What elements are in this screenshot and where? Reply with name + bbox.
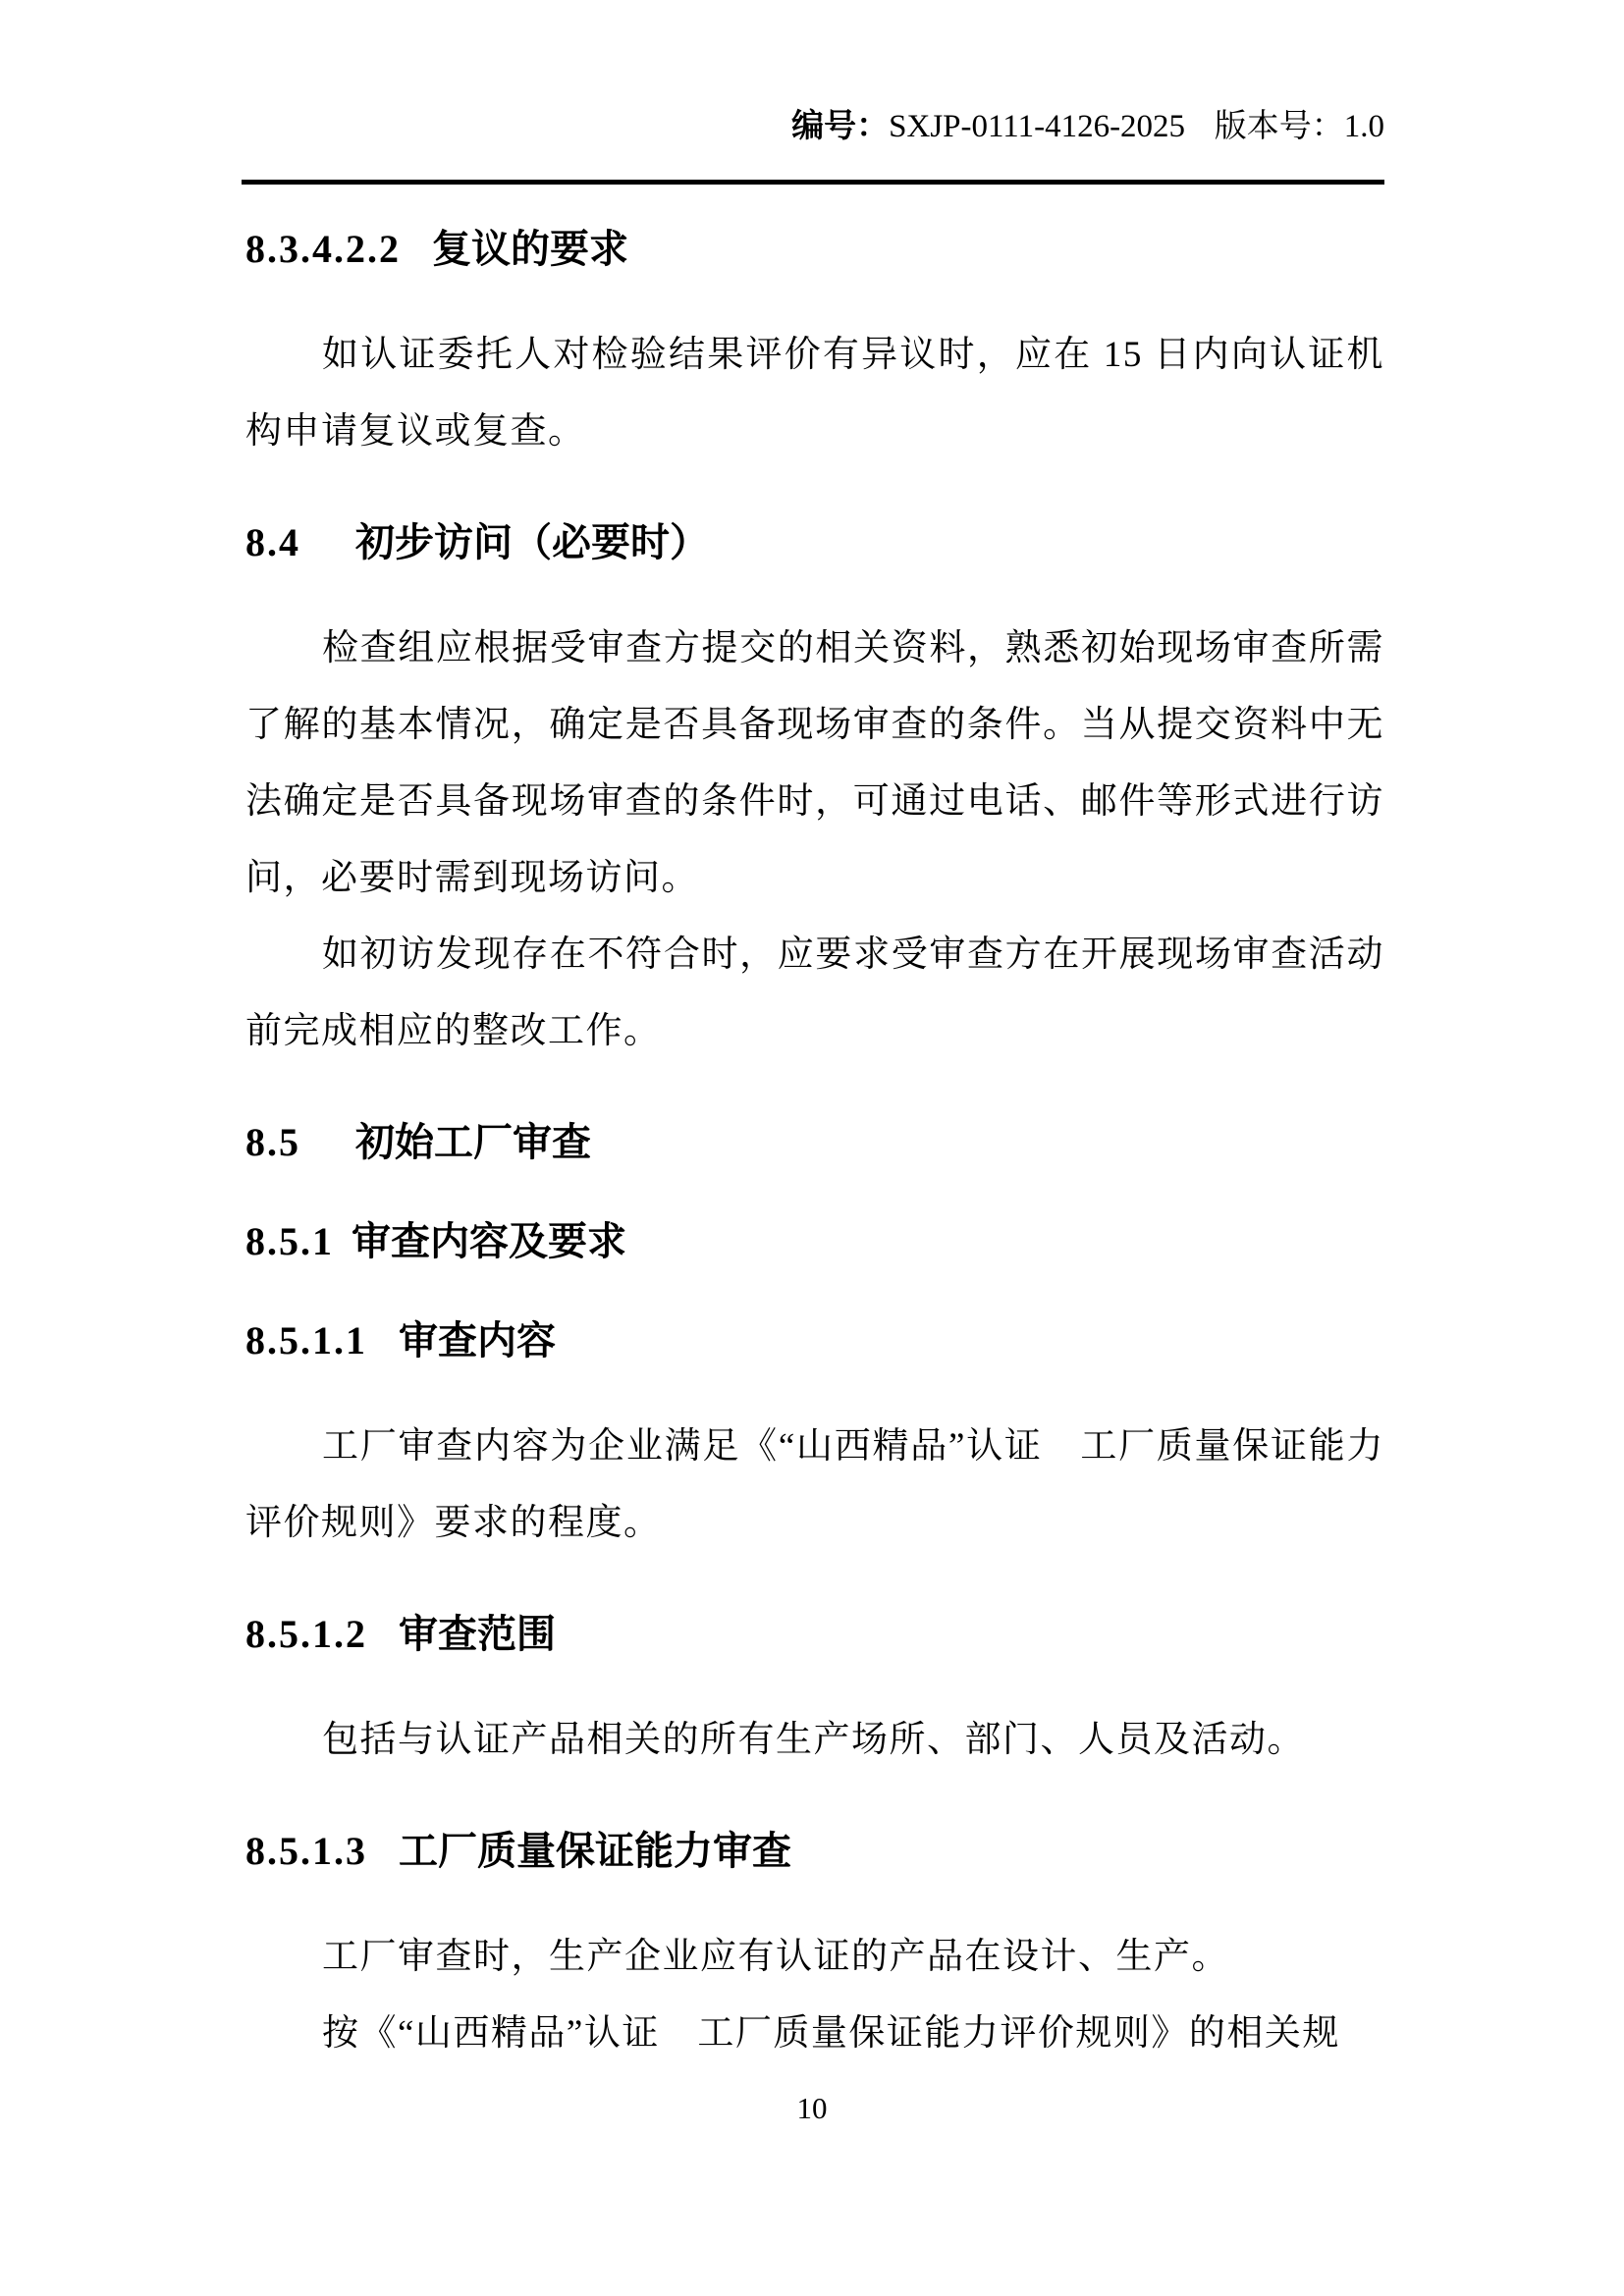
- page-number: 10: [796, 2091, 828, 2125]
- section-title: 复议的要求: [432, 227, 628, 271]
- paragraph: 如认证委托人对检验结果评价有异议时，应在 15 日内向认证机构申请复议或复查。: [245, 335, 1384, 452]
- paragraph: 包括与认证产品相关的所有生产场所、部门、人员及活动。: [322, 1720, 1305, 1760]
- section-heading: [245, 222, 1384, 276]
- paragraph: 如初访发现存在不符合时，应要求受审查方在开展现场审查活动前完成相应的整改工作。: [245, 934, 1384, 1051]
- doc-number-label: 编号：: [791, 109, 890, 144]
- paragraph: 工厂审查时，生产企业应有认证的产品在设计、生产。: [322, 1937, 1229, 1977]
- section-heading: [245, 1607, 1384, 1661]
- section-number: 8.5: [245, 1120, 300, 1164]
- section-title: 初步访问（必要时）: [355, 520, 709, 564]
- doc-number-value: SXJP-0111-4126-2025: [889, 109, 1186, 144]
- version-value: 1.0: [1343, 109, 1384, 144]
- section-heading: [245, 1214, 1384, 1268]
- section-title: 审查范围: [399, 1612, 556, 1656]
- version-label: 版本号：: [1214, 109, 1344, 144]
- section-number: 8.5.1.2: [245, 1612, 367, 1656]
- section-number: 8.4: [245, 520, 300, 564]
- section-title: 审查内容及要求: [352, 1219, 626, 1263]
- section-title: 初始工厂审查: [355, 1120, 591, 1164]
- section-title: 审查内容: [399, 1318, 556, 1362]
- section-heading: [245, 1824, 1384, 1878]
- document-body: [245, 0, 1384, 2072]
- section-title: 工厂质量保证能力审查: [399, 1829, 791, 1873]
- section-number: 8.5.1.1: [245, 1318, 367, 1362]
- paragraph: 按《“山西精品”认证 工厂质量保证能力评价规则》的相关规: [322, 2013, 1340, 2054]
- section-number: 8.3.4.2.2: [245, 227, 401, 271]
- section-number: 8.5.1: [245, 1219, 334, 1263]
- paragraph: 工厂审查内容为企业满足《“山西精品”认证 工厂质量保证能力评价规则》要求的程度。: [245, 1426, 1384, 1543]
- section-heading: [245, 1313, 1384, 1367]
- section-heading: [245, 515, 1384, 569]
- section-number: 8.5.1.3: [245, 1829, 367, 1873]
- section-heading: [245, 1115, 1384, 1169]
- paragraph: 检查组应根据受审查方提交的相关资料，熟悉初始现场审查所需了解的基本情况，确定是否具备现场审查的条件。当从提交资料中无法确定是否具备现场审查的条件时，可通过电话、邮件等形式进行访问，必要时需到现场访问。: [245, 628, 1384, 898]
